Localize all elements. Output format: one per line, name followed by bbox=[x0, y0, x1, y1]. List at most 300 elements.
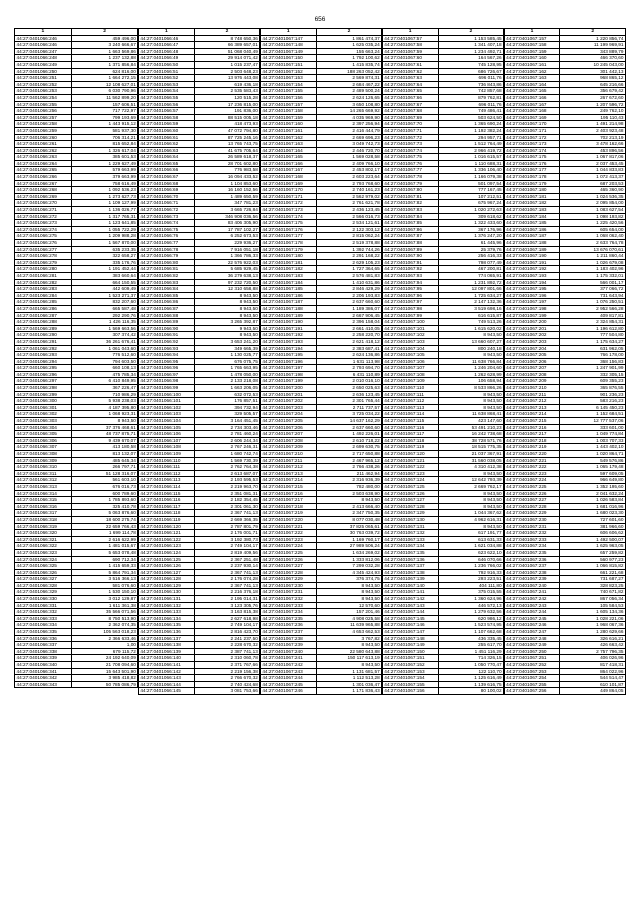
cadastral-number-cell: 44:27:0401067:185 bbox=[504, 220, 560, 227]
table-row bbox=[15, 365, 138, 372]
table-row bbox=[260, 378, 381, 385]
value-cell: 2 367 251,48 bbox=[194, 556, 260, 563]
cadastral-number-cell: 44:27:0401067:235 bbox=[260, 615, 316, 622]
value-cell: 8 750 513,90 bbox=[71, 615, 138, 622]
value-cell: 14 265 669,92 bbox=[316, 108, 382, 115]
cadastral-number-cell: 44:27:0401067:229 bbox=[504, 510, 560, 517]
cadastral-number-cell: 44:27:0401067:218 bbox=[504, 437, 560, 444]
cadastral-number-cell: 44:27:0401066:281 bbox=[15, 272, 72, 279]
table-row bbox=[15, 431, 138, 438]
table-row bbox=[15, 180, 138, 187]
value-cell: 5 938 238,03 bbox=[71, 398, 138, 405]
table-row bbox=[15, 622, 138, 629]
value-cell: 3 516 366,13 bbox=[71, 576, 138, 583]
table-row bbox=[382, 338, 503, 345]
table-row bbox=[382, 180, 503, 187]
cadastral-number-cell: 44:27:0401067:156 bbox=[260, 94, 316, 101]
table-row bbox=[260, 602, 381, 609]
cadastral-number-cell: 44:27:0401067:153 bbox=[382, 668, 438, 675]
table-row bbox=[504, 385, 625, 392]
value-cell: 66 389 657,01 bbox=[194, 42, 260, 49]
value-cell: 2 371 767,66 bbox=[194, 662, 260, 669]
cadastral-number-cell: 44:27:0401066:264 bbox=[15, 160, 72, 167]
column-header: 1 bbox=[504, 29, 560, 36]
cadastral-number-cell: 44:27:0401066:97 bbox=[138, 371, 194, 378]
cadastral-number-cell: 44:27:0401066:83 bbox=[138, 279, 194, 286]
cadastral-number-cell: 44:27:0401067:77 bbox=[382, 167, 438, 174]
table-row bbox=[504, 503, 625, 510]
cadastral-number-cell: 44:27:0401066:115 bbox=[138, 490, 194, 497]
value-cell: 2 413 666,40 bbox=[316, 503, 382, 510]
table-row bbox=[382, 246, 503, 253]
value-cell: 10 245 043,00 bbox=[560, 61, 626, 68]
cadastral-number-cell: 44:27:0401067:170 bbox=[260, 187, 316, 194]
table-row bbox=[15, 299, 138, 306]
cadastral-number-cell: 44:27:0401067:169 bbox=[260, 180, 316, 187]
cadastral-number-cell: 44:27:0401066:338 bbox=[15, 648, 72, 655]
table-row bbox=[260, 48, 381, 55]
cadastral-number-cell: 44:27:0401066:288 bbox=[15, 319, 72, 326]
table-row bbox=[382, 61, 503, 68]
value-cell: 333 601,00 bbox=[560, 424, 626, 431]
value-cell: 301 442,13 bbox=[560, 68, 626, 75]
value-cell: 155 663,24 bbox=[316, 48, 382, 55]
value-cell: 1 136 026,77 bbox=[71, 207, 138, 214]
value-cell: 332 305,15 bbox=[560, 371, 626, 378]
table-row bbox=[504, 147, 625, 154]
table-row bbox=[382, 556, 503, 563]
value-cell: 9 439 670,07 bbox=[71, 437, 138, 444]
cadastral-number-cell: 44:27:0401066:291 bbox=[15, 338, 72, 345]
cadastral-number-cell: 44:27:0401066:84 bbox=[138, 286, 194, 293]
cadastral-number-cell: 44:27:0401067:249 bbox=[504, 642, 560, 649]
value-cell: 3 164 451,45 bbox=[194, 418, 260, 425]
value-cell: 2 416 444,79 bbox=[316, 127, 382, 134]
value-cell: 2 436 123,45 bbox=[316, 207, 382, 214]
cadastral-number-cell: 44:27:0401067:174 bbox=[260, 213, 316, 220]
cadastral-number-cell: 44:27:0401067:152 bbox=[382, 662, 438, 669]
value-cell: 581 076,60 bbox=[71, 582, 138, 589]
value-cell: 606 606,62 bbox=[560, 530, 626, 537]
table-row bbox=[15, 662, 138, 669]
value-cell: 120 515,28 bbox=[194, 94, 260, 101]
cadastral-number-cell: 44:27:0401067:250 bbox=[504, 648, 560, 655]
table-row bbox=[138, 75, 259, 82]
table-row bbox=[138, 226, 259, 233]
table-row bbox=[382, 622, 503, 629]
table-row bbox=[15, 48, 138, 55]
value-cell: 485 645,34 bbox=[71, 457, 138, 464]
value-cell: 8 943,50 bbox=[194, 332, 260, 339]
value-cell: 661 221,68 bbox=[560, 569, 626, 576]
cadastral-number-cell: 44:27:0401067:109 bbox=[382, 378, 438, 385]
value-cell: 2 241 237,50 bbox=[194, 635, 260, 642]
cadastral-number-cell: 44:27:0401067:114 bbox=[382, 411, 438, 418]
table-row bbox=[138, 378, 259, 385]
value-cell: 2 566 016,73 bbox=[316, 213, 382, 220]
table-row bbox=[504, 134, 625, 141]
value-cell: 2 613 687,07 bbox=[194, 470, 260, 477]
value-cell: 664 150,55 bbox=[71, 279, 138, 286]
table-row bbox=[15, 338, 138, 345]
table-row bbox=[260, 365, 381, 372]
value-cell: 6 431 110,89 bbox=[316, 371, 382, 378]
table-row bbox=[15, 35, 138, 42]
cadastral-number-cell: 44:27:0401067:145 bbox=[382, 615, 438, 622]
table-row bbox=[504, 187, 625, 194]
cadastral-number-cell: 44:27:0401067:215 bbox=[504, 418, 560, 425]
table-row bbox=[15, 523, 138, 530]
value-cell: 293 223,51 bbox=[438, 576, 504, 583]
cadastral-number-cell: 44:27:0401066:90 bbox=[138, 325, 194, 332]
table-row bbox=[15, 358, 138, 365]
cadastral-number-cell: 44:27:0401066:118 bbox=[138, 510, 194, 517]
cadastral-number-cell: 44:27:0401066:64 bbox=[138, 154, 194, 161]
cadastral-number-cell: 44:27:0401067:61 bbox=[382, 61, 438, 68]
table-row bbox=[15, 596, 138, 603]
value-cell: 620 986,12 bbox=[438, 615, 504, 622]
cadastral-number-cell: 44:27:0401066:52 bbox=[138, 75, 194, 82]
table-row bbox=[138, 299, 259, 306]
table-row bbox=[15, 121, 138, 128]
cadastral-number-cell: 44:27:0401066:139 bbox=[138, 648, 194, 655]
cadastral-number-cell: 44:27:0401067:181 bbox=[504, 193, 560, 200]
table-row bbox=[138, 576, 259, 583]
value-cell: 27 989 506,24 bbox=[316, 543, 382, 550]
table-row bbox=[260, 134, 381, 141]
cadastral-number-cell: 44:27:0401066:280 bbox=[15, 266, 72, 273]
cadastral-number-cell: 44:27:0401067:166 bbox=[260, 160, 316, 167]
cadastral-number-cell: 44:27:0401067:234 bbox=[260, 609, 316, 616]
value-cell: 631 962,05 bbox=[560, 345, 626, 352]
cadastral-number-cell: 44:27:0401067:227 bbox=[504, 497, 560, 504]
cadastral-number-cell: 44:27:0401066:336 bbox=[15, 635, 72, 642]
cadastral-number-cell: 44:27:0401067:93 bbox=[382, 272, 438, 279]
table-row bbox=[15, 530, 138, 537]
cadastral-number-cell: 44:27:0401066:92 bbox=[138, 338, 194, 345]
value-cell: 6 252 673,53 bbox=[194, 233, 260, 240]
table-row bbox=[382, 108, 503, 115]
table-row bbox=[138, 48, 259, 55]
value-cell: 22 580 643,88 bbox=[316, 648, 382, 655]
cadastral-number-cell: 44:27:0401067:181 bbox=[260, 259, 316, 266]
value-cell: 2 219 963,70 bbox=[194, 483, 260, 490]
table-row bbox=[138, 510, 259, 517]
table-row bbox=[15, 411, 138, 418]
value-cell: 2 147 132,36 bbox=[438, 299, 504, 306]
table-row bbox=[504, 292, 625, 299]
cadastral-number-cell: 44:27:0401066:107 bbox=[138, 437, 194, 444]
value-cell: 792 916,33 bbox=[438, 569, 504, 576]
cadastral-number-cell: 44:27:0401067:208 bbox=[260, 437, 316, 444]
value-cell: 459 496,00 bbox=[71, 35, 138, 42]
value-cell: 777 504,80 bbox=[560, 332, 626, 339]
value-cell: 2 669 762,17 bbox=[438, 483, 504, 490]
table-row bbox=[260, 424, 381, 431]
cadastral-number-cell: 44:27:0401067:83 bbox=[382, 207, 438, 214]
value-cell: 80 100,02 bbox=[438, 688, 504, 695]
value-cell: 195 110,43 bbox=[560, 114, 626, 121]
cadastral-number-cell: 44:27:0401066:279 bbox=[15, 259, 72, 266]
value-cell: 157 201,46 bbox=[316, 609, 382, 616]
value-cell: 798 077,49 bbox=[438, 259, 504, 266]
value-cell: 105 563 018,23 bbox=[71, 629, 138, 636]
table-row bbox=[15, 94, 138, 101]
value-cell: 2 010 016,10 bbox=[316, 378, 382, 385]
value-cell: 381 966,60 bbox=[560, 523, 626, 530]
value-cell: 11 199 969,91 bbox=[560, 42, 626, 49]
cadastral-number-cell: 44:27:0401066:51 bbox=[138, 68, 194, 75]
value-cell: 2 519 378,88 bbox=[316, 240, 382, 247]
value-cell: 2 396 158,04 bbox=[316, 319, 382, 326]
table-row bbox=[138, 523, 259, 530]
value-cell: 150 117 613,19 bbox=[316, 655, 382, 662]
cadastral-number-cell: 44:27:0401067:235 bbox=[504, 549, 560, 556]
table-row bbox=[138, 543, 259, 550]
value-cell: 13 765 743,75 bbox=[194, 141, 260, 148]
value-cell: 12 570,60 bbox=[316, 602, 382, 609]
column-header: 1 bbox=[138, 29, 194, 36]
table-row bbox=[260, 358, 381, 365]
value-cell: 665 587,48 bbox=[71, 305, 138, 312]
value-cell: 35 566 071,56 bbox=[71, 609, 138, 616]
cadastral-number-cell: 44:27:0401066:277 bbox=[15, 246, 72, 253]
table-row bbox=[504, 345, 625, 352]
value-cell: 2 258 220,70 bbox=[316, 332, 382, 339]
value-cell: 367 176,96 bbox=[438, 226, 504, 233]
cadastral-number-cell: 44:27:0401067:175 bbox=[504, 154, 560, 161]
value-cell: 8 943,50 bbox=[316, 582, 382, 589]
cadastral-number-cell: 44:27:0401066:85 bbox=[138, 292, 194, 299]
cadastral-number-cell: 44:27:0401067:126 bbox=[382, 490, 438, 497]
cadastral-number-cell: 44:27:0401066:333 bbox=[15, 615, 72, 622]
value-cell: 2 409 766,10 bbox=[316, 160, 382, 167]
table-row bbox=[15, 226, 138, 233]
table-row bbox=[504, 615, 625, 622]
cadastral-number-cell: 44:27:0401067:121 bbox=[382, 457, 438, 464]
table-row bbox=[15, 246, 138, 253]
table-row bbox=[504, 48, 625, 55]
cadastral-number-cell: 44:27:0401066:130 bbox=[138, 589, 194, 596]
value-cell: 1 061 043,60 bbox=[71, 345, 138, 352]
value-cell: 727 601,60 bbox=[560, 516, 626, 523]
table-row bbox=[504, 55, 625, 62]
table-row bbox=[138, 352, 259, 359]
value-cell: 766 178,00 bbox=[560, 352, 626, 359]
cadastral-number-cell: 44:27:0401067:163 bbox=[260, 141, 316, 148]
value-cell: 1 152 684,51 bbox=[560, 411, 626, 418]
value-cell: 2 816 423,70 bbox=[194, 629, 260, 636]
value-cell: 346 908 036,56 bbox=[194, 213, 260, 220]
cadastral-number-cell: 44:27:0401067:91 bbox=[382, 259, 438, 266]
cadastral-number-cell: 44:27:0401067:175 bbox=[260, 220, 316, 227]
value-cell: 442 609,49 bbox=[71, 286, 138, 293]
table-row bbox=[382, 286, 503, 293]
table-row bbox=[260, 503, 381, 510]
value-cell: 8 943,50 bbox=[316, 497, 382, 504]
value-cell: 1 765 663,95 bbox=[194, 365, 260, 372]
table-row bbox=[382, 371, 503, 378]
table-row bbox=[138, 431, 259, 438]
cadastral-number-cell: 44:27:0401067:182 bbox=[260, 266, 316, 273]
table-row bbox=[15, 154, 138, 161]
value-cell: 2 037 453,45 bbox=[560, 160, 626, 167]
cadastral-number-cell: 44:27:0401067:155 bbox=[382, 681, 438, 688]
value-cell: 6 410 849,95 bbox=[71, 378, 138, 385]
value-cell: 8 077 030,48 bbox=[316, 516, 382, 523]
table-row bbox=[260, 220, 381, 227]
table-row bbox=[382, 391, 503, 398]
cadastral-number-cell: 44:27:0401067:244 bbox=[504, 609, 560, 616]
value-cell: 2 383 687,41 bbox=[316, 345, 382, 352]
cadastral-number-cell: 44:27:0401067:220 bbox=[504, 451, 560, 458]
table-row bbox=[504, 94, 625, 101]
table-block bbox=[260, 28, 382, 695]
table-row bbox=[15, 582, 138, 589]
value-cell: 3 478 162,66 bbox=[560, 141, 626, 148]
table-row bbox=[15, 457, 138, 464]
value-cell: 1 076 250,51 bbox=[560, 299, 626, 306]
cadastral-number-cell: 44:27:0401067:217 bbox=[504, 431, 560, 438]
table-row bbox=[260, 444, 381, 451]
table-row bbox=[504, 655, 625, 662]
value-cell: 2 717 650,88 bbox=[316, 451, 382, 458]
table-row bbox=[138, 490, 259, 497]
table-row bbox=[260, 207, 381, 214]
cadastral-number-cell: 44:27:0401067:204 bbox=[260, 411, 316, 418]
table-row bbox=[382, 563, 503, 570]
value-cell: 1 530 150,10 bbox=[71, 589, 138, 596]
table-row bbox=[138, 642, 259, 649]
table-row bbox=[15, 635, 138, 642]
table-row bbox=[382, 233, 503, 240]
value-cell: 8 943,50 bbox=[438, 398, 504, 405]
value-cell: 2 535 583,43 bbox=[194, 88, 260, 95]
cadastral-number-cell: 44:27:0401067:105 bbox=[382, 352, 438, 359]
cadastral-number-cell: 44:27:0401067:238 bbox=[504, 569, 560, 576]
header-row bbox=[15, 29, 138, 36]
value-cell: 1 634 269,02 bbox=[316, 549, 382, 556]
value-cell: 2 749 104,17 bbox=[194, 622, 260, 629]
table-row bbox=[260, 516, 381, 523]
table-row bbox=[15, 352, 138, 359]
table-row bbox=[260, 563, 381, 570]
table-row bbox=[260, 279, 381, 286]
value-cell: 2 347 750,35 bbox=[316, 510, 382, 517]
table-row bbox=[382, 404, 503, 411]
table-row bbox=[382, 688, 503, 695]
cadastral-number-cell: 44:27:0401067:242 bbox=[260, 662, 316, 669]
value-cell: 1 371 856,84 bbox=[71, 61, 138, 68]
table-row bbox=[15, 272, 138, 279]
table-row bbox=[382, 510, 503, 517]
table-row bbox=[138, 246, 259, 253]
value-cell: 1 044 833,83 bbox=[560, 167, 626, 174]
table-row bbox=[138, 662, 259, 669]
value-cell: 1 489 650,59 bbox=[194, 193, 260, 200]
value-cell: 1 481 015,67 bbox=[71, 543, 138, 550]
table-row bbox=[15, 510, 138, 517]
table-row bbox=[382, 648, 503, 655]
value-cell: 87 725 245,16 bbox=[194, 134, 260, 141]
cadastral-number-cell: 44:27:0401067:132 bbox=[382, 530, 438, 537]
table-row bbox=[260, 75, 381, 82]
value-cell: 36 279 638,13 bbox=[194, 272, 260, 279]
value-cell: 1 049 774,84 bbox=[560, 431, 626, 438]
value-cell: 561 603,10 bbox=[71, 477, 138, 484]
value-cell: 3 985 418,82 bbox=[71, 675, 138, 682]
table-row bbox=[382, 101, 503, 108]
cadastral-number-cell: 44:27:0401067:208 bbox=[504, 371, 560, 378]
table-row bbox=[15, 55, 138, 62]
value-cell: 36 261 676,41 bbox=[71, 338, 138, 345]
value-cell: 377 066,72 bbox=[560, 286, 626, 293]
cadastral-number-cell: 44:27:0401066:334 bbox=[15, 622, 72, 629]
cadastral-number-cell: 44:27:0401067:212 bbox=[260, 464, 316, 471]
value-cell: 1 569 028,58 bbox=[316, 154, 382, 161]
cadastral-number-cell: 44:27:0401066:274 bbox=[15, 226, 72, 233]
cadastral-number-cell: 44:27:0401066:129 bbox=[138, 582, 194, 589]
table-row bbox=[260, 431, 381, 438]
cadastral-number-cell: 44:27:0401066:297 bbox=[15, 378, 72, 385]
value-cell: 3 653 241,20 bbox=[194, 338, 260, 345]
table-block bbox=[138, 28, 260, 695]
value-cell: 12 642 793,39 bbox=[438, 477, 504, 484]
cadastral-number-cell: 44:27:0401066:329 bbox=[15, 589, 72, 596]
cadastral-number-cell: 44:27:0401066:328 bbox=[15, 582, 72, 589]
table-row bbox=[260, 615, 381, 622]
table-row bbox=[260, 345, 381, 352]
table-row bbox=[260, 246, 381, 253]
value-cell: 266 797,71 bbox=[71, 464, 138, 471]
table-row bbox=[504, 61, 625, 68]
value-cell: 1 123 641,85 bbox=[71, 220, 138, 227]
table-row bbox=[504, 483, 625, 490]
table-row bbox=[504, 213, 625, 220]
cadastral-number-cell: 44:27:0401066:114 bbox=[138, 483, 194, 490]
table-row bbox=[260, 226, 381, 233]
value-cell: 776 512,60 bbox=[71, 352, 138, 359]
table-row bbox=[382, 582, 503, 589]
value-cell: 1 110 688,31 bbox=[438, 160, 504, 167]
value-cell: 6 145 450,23 bbox=[560, 404, 626, 411]
table-row bbox=[504, 609, 625, 616]
table-row bbox=[260, 174, 381, 181]
value-cell: 365 876,55 bbox=[560, 385, 626, 392]
value-cell: 2 301 061,30 bbox=[194, 503, 260, 510]
table-row bbox=[138, 411, 259, 418]
table-row bbox=[382, 75, 503, 82]
cadastral-number-cell: 44:27:0401067:59 bbox=[382, 48, 438, 55]
cadastral-number-cell: 44:27:0401066:47 bbox=[138, 42, 194, 49]
value-cell: 645 216,66 bbox=[560, 81, 626, 88]
table-row bbox=[504, 457, 625, 464]
table-row bbox=[260, 596, 381, 603]
value-cell: 777 167,45 bbox=[438, 187, 504, 194]
table-row bbox=[504, 536, 625, 543]
value-cell: 6 030 790,96 bbox=[71, 88, 138, 95]
table-row bbox=[15, 589, 138, 596]
cadastral-number-cell: 44:27:0401067:239 bbox=[504, 576, 560, 583]
value-cell: 2 740 161,23 bbox=[316, 187, 382, 194]
cadastral-number-cell: 44:27:0401066:249 bbox=[15, 61, 72, 68]
cadastral-number-cell: 44:27:0401067:96 bbox=[382, 292, 438, 299]
cadastral-number-cell: 44:27:0401066:262 bbox=[15, 147, 72, 154]
value-cell: 8 943,50 bbox=[194, 305, 260, 312]
table-row bbox=[504, 167, 625, 174]
table-row bbox=[382, 266, 503, 273]
table-row bbox=[382, 543, 503, 550]
